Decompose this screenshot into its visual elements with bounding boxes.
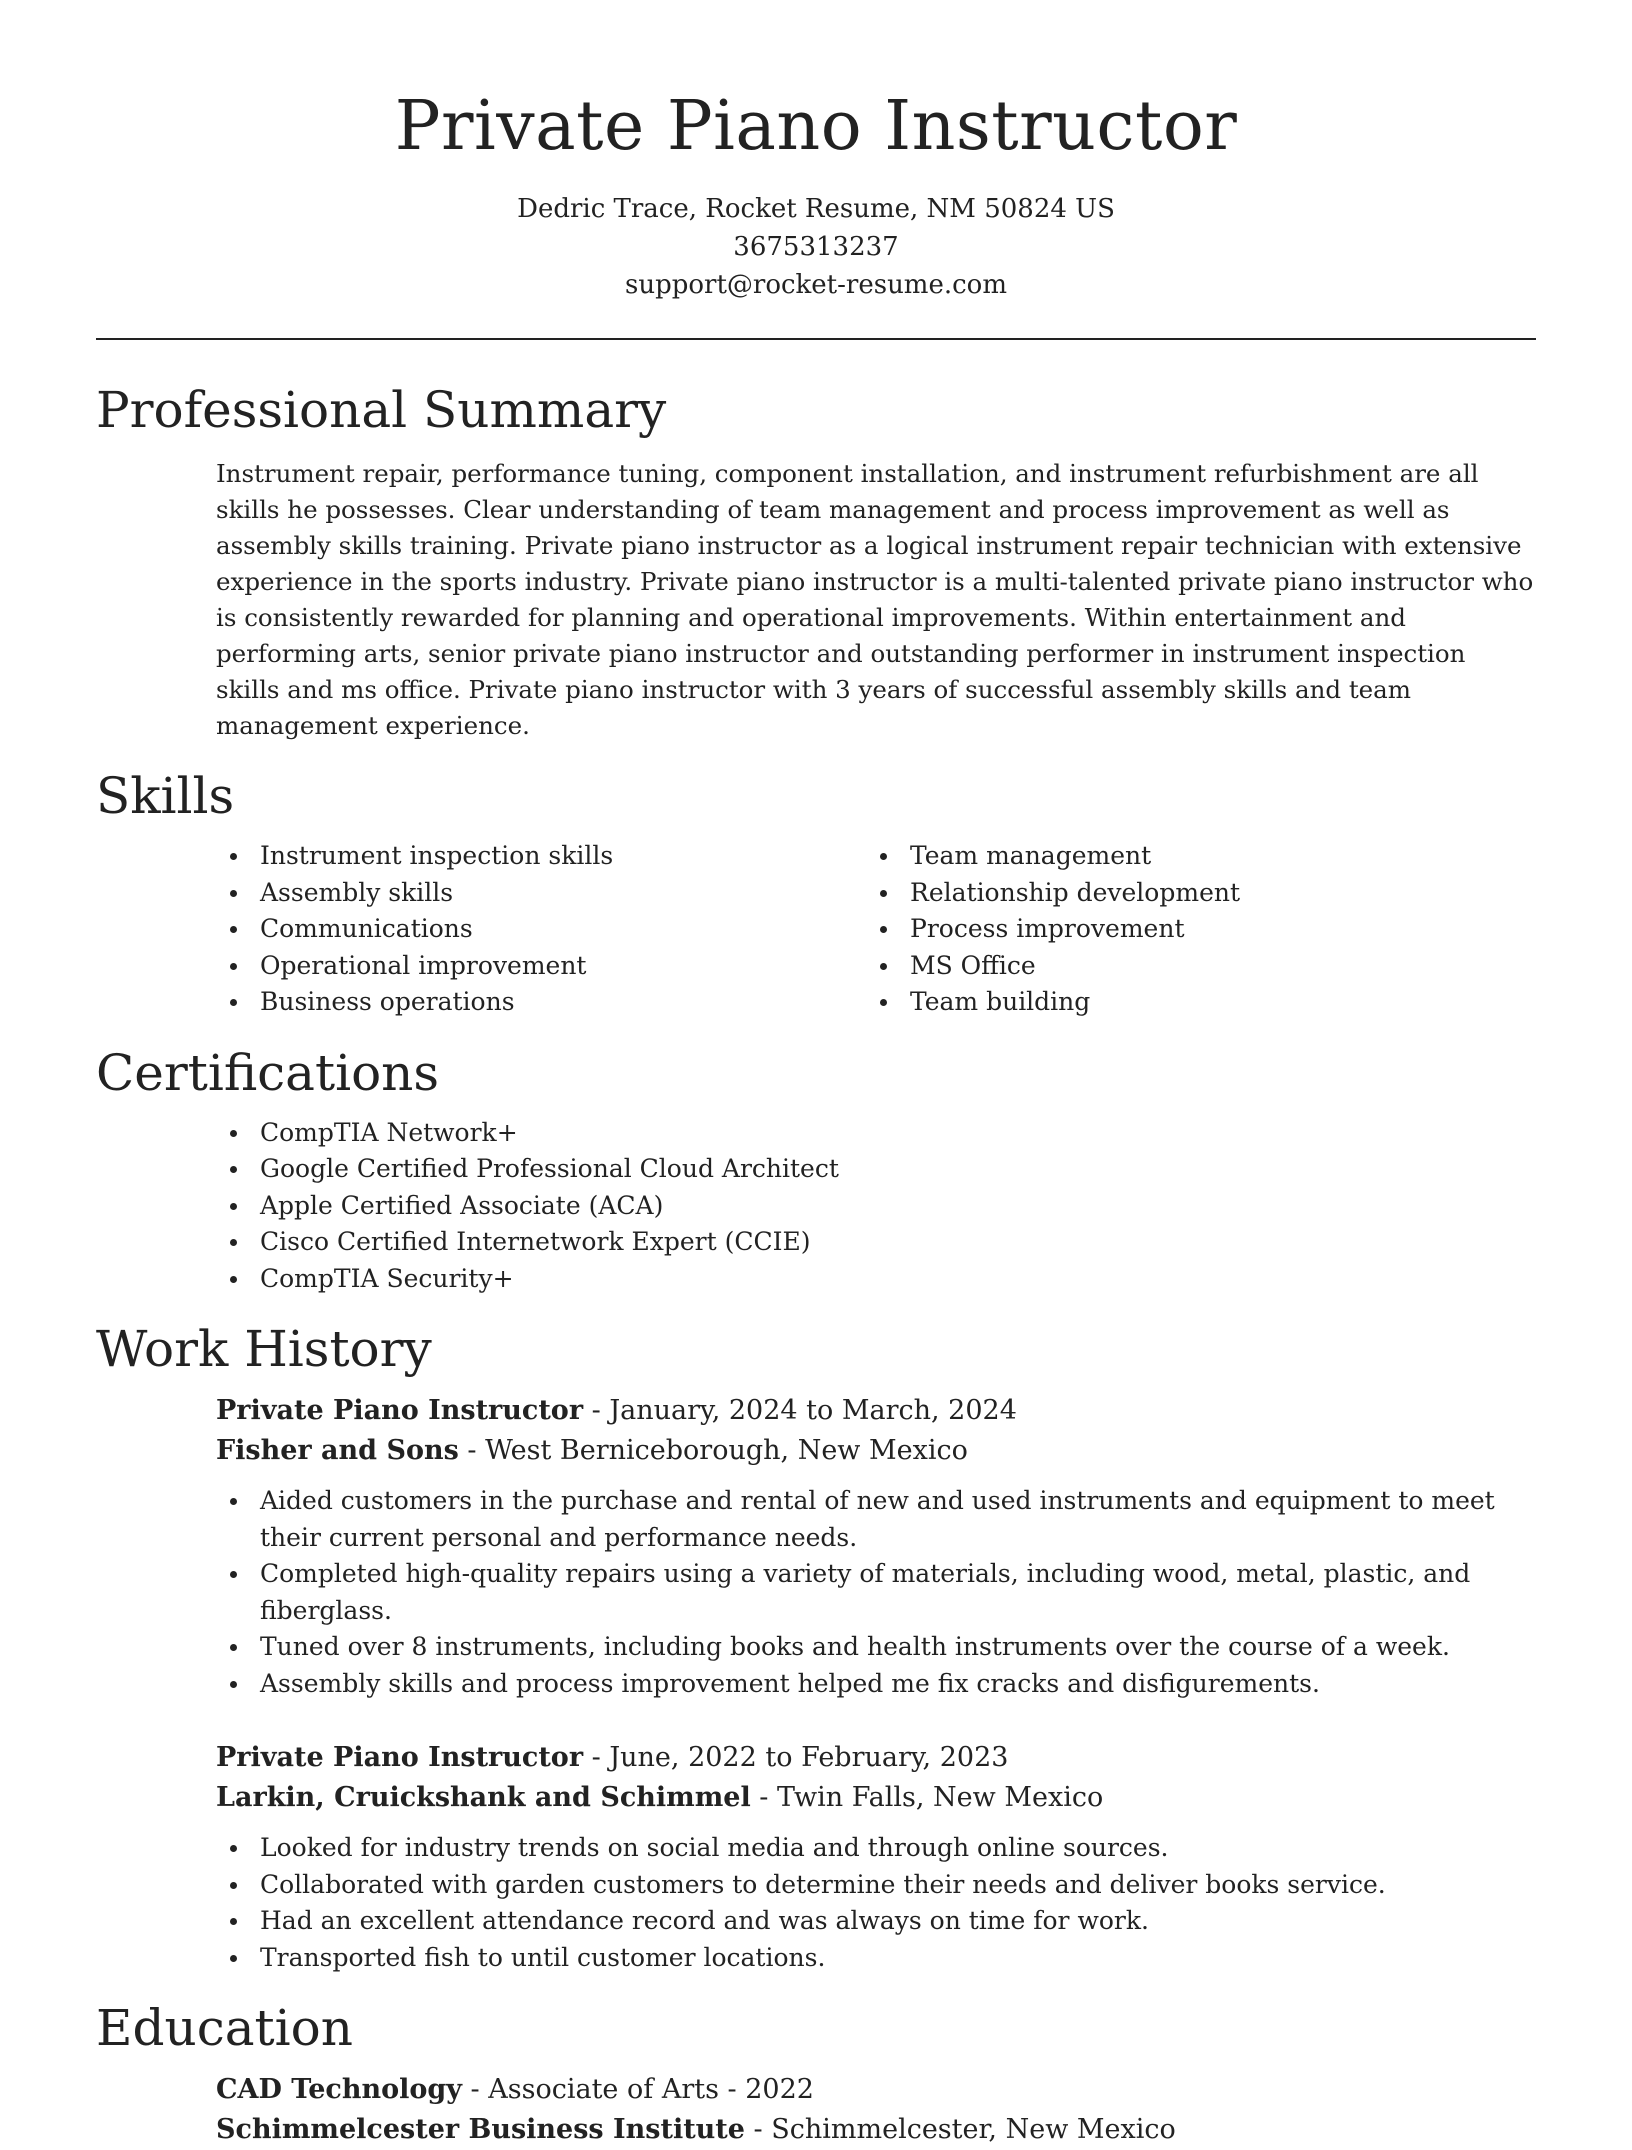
certification-item: Apple Certified Associate (ACA) xyxy=(216,1188,1536,1225)
education-degree: CAD Technology xyxy=(216,2074,462,2105)
resume-title: Private Piano Instructor xyxy=(394,87,1238,166)
contact-address: Dedric Trace, Rocket Resume, NM 50824 US xyxy=(517,194,1115,224)
certification-item: Cisco Certified Internetwork Expert (CCIE) xyxy=(216,1224,1536,1261)
summary-section xyxy=(96,380,1536,744)
skill-item: Team building xyxy=(866,984,1516,1021)
certification-item: CompTIA Security+ xyxy=(216,1261,1536,1298)
skills-grid xyxy=(216,838,1536,1021)
education-details: - Associate of Arts - 2022 xyxy=(461,2074,814,2105)
skill-item: Process improvement xyxy=(866,911,1516,948)
job-entry xyxy=(216,1738,1536,1976)
education-heading: Education xyxy=(96,1999,353,2057)
skill-item: MS Office xyxy=(866,948,1516,985)
skill-item: Assembly skills xyxy=(216,875,866,912)
skills-heading: Skills xyxy=(96,767,235,825)
job-bullet: Collaborated with garden customers to determine their needs and deliver books service. xyxy=(216,1867,1536,1904)
certifications-heading: Certifications xyxy=(96,1043,440,1102)
certification-item: Google Certified Professional Cloud Architect xyxy=(216,1151,1536,1188)
skill-item: Communications xyxy=(216,911,866,948)
job-company: Fisher and Sons xyxy=(216,1435,459,1466)
job-bullet: Completed high-quality repairs using a variety of materials, including wood, metal, plastic, and fiberglass. xyxy=(216,1556,1536,1629)
skills-section xyxy=(96,766,1536,1021)
contact-block xyxy=(96,190,1536,304)
education-location: - Schimmelcester, New Mexico xyxy=(744,2114,1176,2145)
job-bullet: Looked for industry trends on social media and through online sources. xyxy=(216,1830,1536,1867)
summary-text: Instrument repair, performance tuning, component installation, and instrument refurbishment are all skills he possesses. Clear understanding of team management and process improvement as well as assembly skills training. Private piano instructor as a logical instrument repair technician with extensive experience in the sports industry. Private piano instructor is a multi-talented private piano instructor who is consistently rewarded for planning and operational improvements. Within entertainment and performing arts, senior private piano instructor and outstanding performer in instrument inspection skills and ms office. Private piano instructor with 3 years of successful assembly skills and team management experience. xyxy=(216,459,1534,740)
summary-heading: Professional Summary xyxy=(96,381,667,439)
skill-item: Operational improvement xyxy=(216,948,866,985)
work-history-section xyxy=(96,1319,1536,1976)
header-divider xyxy=(96,338,1536,340)
contact-phone: 3675313237 xyxy=(733,232,899,262)
job-dates: - June, 2022 to February, 2023 xyxy=(583,1742,1009,1773)
job-bullet: Transported fish to until customer locations. xyxy=(216,1940,1536,1977)
skills-list-right xyxy=(866,838,1516,1021)
job-bullets xyxy=(216,1483,1536,1702)
job-bullet: Assembly skills and process improvement helped me fix cracks and disfigurements. xyxy=(216,1666,1536,1703)
job-bullets xyxy=(216,1830,1536,1976)
education-section xyxy=(96,1998,1536,2150)
skills-list-left xyxy=(216,838,866,1021)
job-title: Private Piano Instructor xyxy=(216,1742,584,1773)
skill-item: Instrument inspection skills xyxy=(216,838,866,875)
job-company: Larkin, Cruickshank and Schimmel xyxy=(216,1782,751,1813)
certifications-section xyxy=(96,1043,1536,1298)
education-school-line xyxy=(216,2110,1536,2150)
certifications-list xyxy=(216,1115,1536,1298)
job-company-line xyxy=(216,1778,1536,1818)
job-bullet: Aided customers in the purchase and rental of new and used instruments and equipment to meet their current personal and performance needs. xyxy=(216,1483,1536,1556)
skill-item: Relationship development xyxy=(866,875,1516,912)
job-title-line xyxy=(216,1738,1536,1778)
job-bullet: Tuned over 8 instruments, including books and health instruments over the course of a week. xyxy=(216,1629,1536,1666)
job-title: Private Piano Instructor xyxy=(216,1395,584,1426)
job-company-line xyxy=(216,1431,1536,1471)
job-location: - West Berniceborough, New Mexico xyxy=(458,1435,968,1466)
job-location: - Twin Falls, New Mexico xyxy=(750,1782,1104,1813)
job-title-line xyxy=(216,1391,1536,1431)
education-entry xyxy=(216,2070,1536,2150)
education-school: Schimmelcester Business Institute xyxy=(216,2114,745,2145)
education-degree-line xyxy=(216,2070,1536,2110)
resume-page xyxy=(96,0,1536,2150)
contact-email: support@rocket-resume.com xyxy=(624,270,1007,300)
work-history-heading: Work History xyxy=(96,1320,432,1378)
job-entry xyxy=(216,1391,1536,1702)
job-dates: - January, 2024 to March, 2024 xyxy=(583,1395,1017,1426)
skill-item: Team management xyxy=(866,838,1516,875)
job-bullet: Had an excellent attendance record and was always on time for work. xyxy=(216,1903,1536,1940)
skill-item: Business operations xyxy=(216,984,866,1021)
certification-item: CompTIA Network+ xyxy=(216,1115,1536,1152)
